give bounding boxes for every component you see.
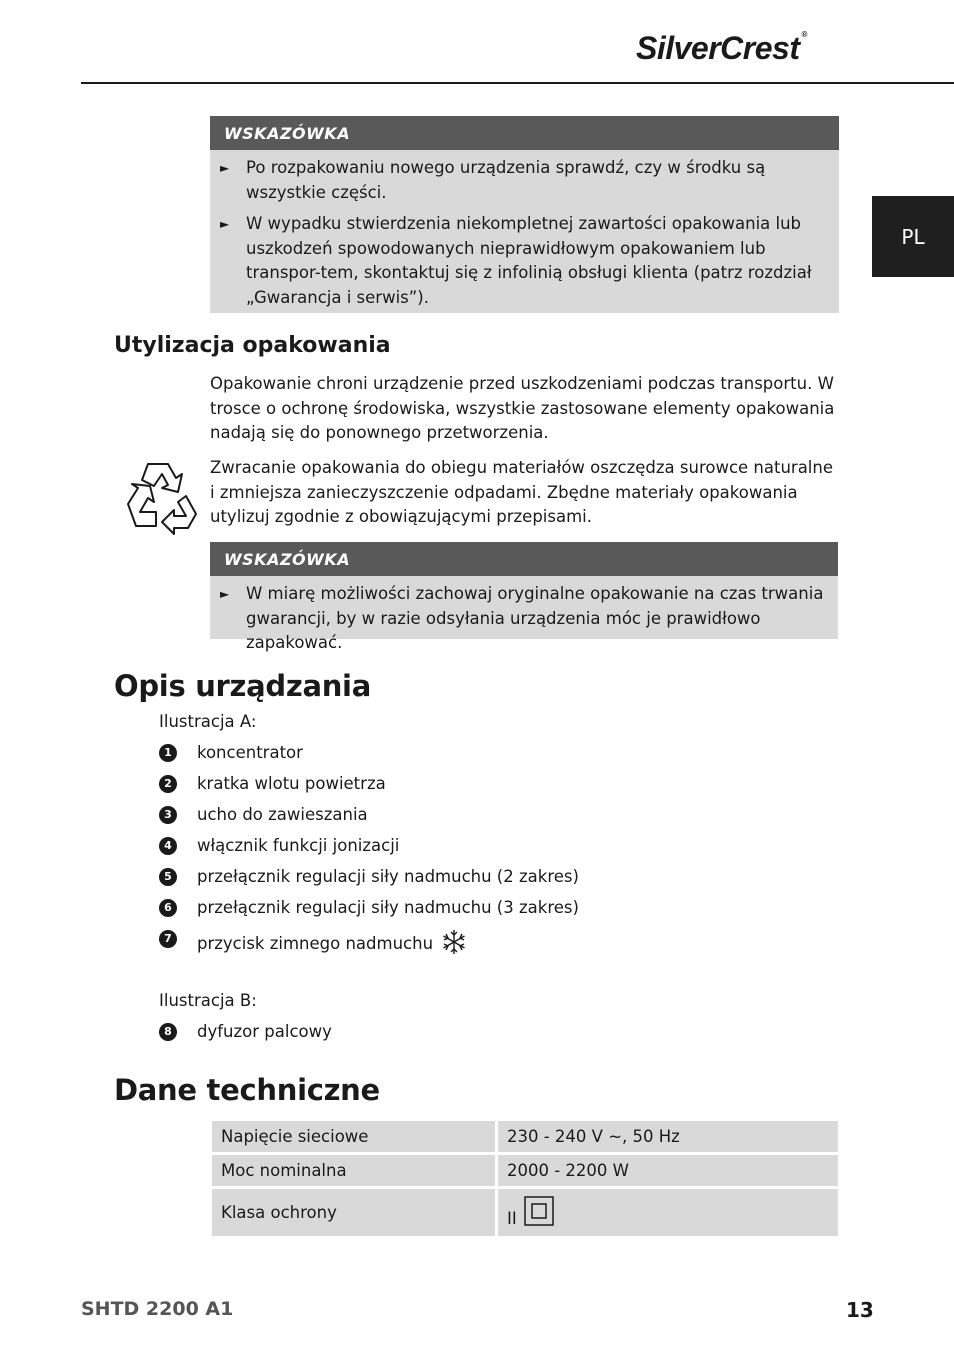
- section-heading-disposal: Utylizacja opakowania: [114, 333, 391, 358]
- table-row: [212, 1155, 838, 1186]
- spec-label: Napięcie sieciowe: [212, 1121, 495, 1152]
- page-number: 13: [846, 1298, 874, 1322]
- table-row: [212, 1121, 838, 1152]
- brand-logo: SilverCrest ®: [636, 30, 807, 66]
- parts-list-item: 4 włącznik funkcji jonizacji: [159, 836, 759, 858]
- parts-list-item: 8 dyfuzor palcowy: [159, 1022, 759, 1044]
- spec-value: II: [498, 1189, 838, 1236]
- number-badge: 6: [159, 899, 177, 917]
- spec-value: 2000 - 2200 W: [498, 1155, 838, 1186]
- section-heading-specs: Dane techniczne: [114, 1073, 380, 1107]
- protection-class-ii-icon: [524, 1196, 554, 1226]
- note-box-2: WSKAZÓWKA ► W miarę możliwości zachowaj oryginalne opakowanie na czas trwania gwarancji, by w razie odsyłania urządzenia móc je prawidłowo zapakować.: [210, 542, 838, 639]
- disposal-paragraph-1: Opakowanie chroni urządzenie przed uszkodzeniami podczas transportu. W trosce o ochronę środowiska, wszystkie zastosowane elementy opakowania nadają się do ponownego przetworzenia.: [210, 374, 835, 442]
- number-badge: 2: [159, 775, 177, 793]
- parts-list-item: 5 przełącznik regulacji siły nadmuchu (2 zakres): [159, 867, 759, 889]
- number-badge: 3: [159, 806, 177, 824]
- note-heading: WSKAZÓWKA: [210, 542, 838, 576]
- section-heading-description: Opis urządzania: [114, 669, 371, 703]
- table-row: [212, 1189, 838, 1236]
- spec-label: Moc nominalna: [212, 1155, 495, 1186]
- spec-label: Klasa ochrony: [212, 1189, 495, 1236]
- parts-list-item: 1 koncentrator: [159, 743, 759, 765]
- number-badge: 7: [159, 930, 177, 948]
- number-badge: 1: [159, 744, 177, 762]
- parts-list-item: 6 przełącznik regulacji siły nadmuchu (3 zakres): [159, 898, 759, 920]
- parts-list-item: 7 przycisk zimnego nadmuchu: [159, 929, 759, 953]
- recycling-icon: [120, 458, 204, 536]
- specs-table: [209, 1118, 841, 1239]
- language-tab: PL: [872, 196, 954, 277]
- number-badge: 5: [159, 868, 177, 886]
- header-rule: [81, 82, 954, 84]
- bullet-arrow-icon: ►: [220, 217, 230, 231]
- parts-list-item: 3 ucho do zawieszania: [159, 805, 759, 827]
- illustration-a-label: Ilustracja A:: [159, 712, 257, 731]
- bullet-arrow-icon: ►: [220, 161, 230, 175]
- spec-value: 230 - 240 V ~, 50 Hz: [498, 1121, 838, 1152]
- number-badge: 4: [159, 837, 177, 855]
- bullet-arrow-icon: ►: [220, 587, 230, 601]
- parts-list-item: 2 kratka wlotu powietrza: [159, 774, 759, 796]
- note-box-1: WSKAZÓWKA ► Po rozpakowaniu nowego urządzenia sprawdź, czy w środku są wszystkie części. ► W wypadku stwierdzenia niekompletnej zawartości opakowania lub uszkodzeń spowodowanych nieprawidłowym opakowaniem lub transpor-tem, skontaktuj się z infolinią obsługi klienta (patrz rozdział „Gwarancja i serwis”).: [210, 116, 839, 313]
- note-heading: WSKAZÓWKA: [210, 116, 839, 150]
- footer-model: SHTD 2200 A1: [81, 1298, 234, 1320]
- number-badge: 8: [159, 1023, 177, 1041]
- disposal-paragraph-2: Zwracanie opakowania do obiegu materiałów oszczędza surowce naturalne i zmniejsza zanieczyszczenie odpadami. Zbędne materiały opakowania utylizuj zgodnie z obowiązującymi przepisami.: [210, 458, 834, 526]
- snowflake-icon: [441, 929, 467, 955]
- illustration-b-label: Ilustracja B:: [159, 991, 257, 1010]
